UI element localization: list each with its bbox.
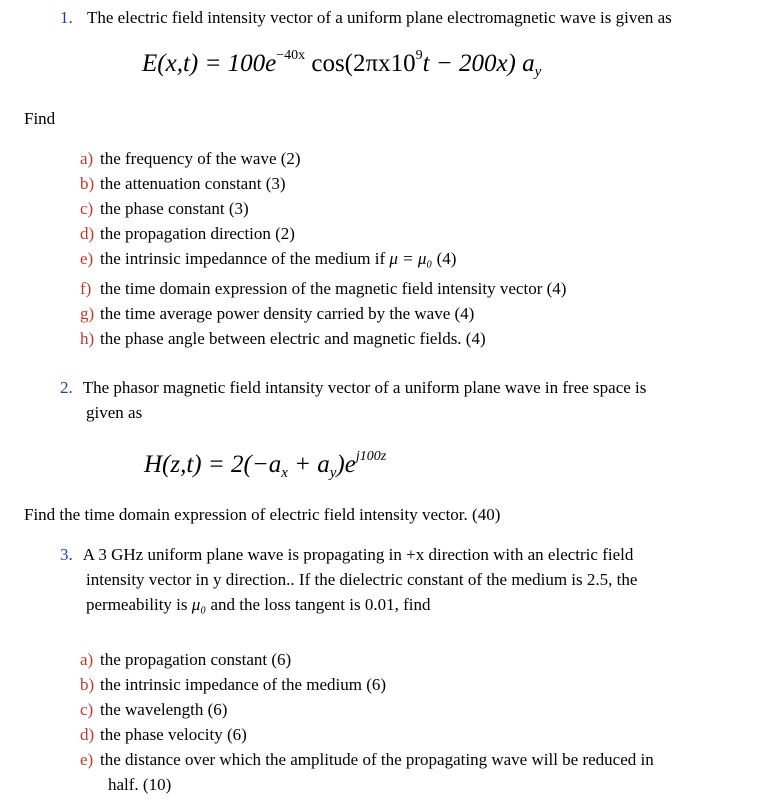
q3-intro: 3. A 3 GHz uniform plane wave is propagating in +x direction with an electric field intensity vector in y direction.. If the dielectric constant of the medium is 2.5, the permeability is μ₀ and the loss tangent is 0.01, find (60, 545, 638, 614)
q1-number: 1. (60, 8, 73, 27)
list-item: a) the frequency of the wave (2) (80, 149, 301, 168)
q1-eq-exp2: 9 (415, 48, 423, 63)
q1-list (80, 146, 566, 351)
list-item: c) the phase constant (3) (80, 199, 249, 218)
q2-intro (60, 375, 646, 425)
q3-list (80, 647, 654, 797)
list-item: d) the phase velocity (6) (80, 725, 247, 744)
list-item: e) the intrinsic impedannce of the medium if μ = μ₀ (4) (80, 249, 457, 268)
list-item: e) the distance over which the amplitude of the propagating wave will be reduced in (80, 750, 654, 769)
list-item: h) the phase angle between electric and magnetic fields. (4) (80, 329, 486, 348)
q3-number: 3. (60, 545, 73, 564)
q1-eq-lhs: E(x,t) = 100e (142, 50, 277, 77)
q2-equation: $H(z,t) = 2(-a_x + a_y)e^{j100z}$ (144, 449, 387, 481)
q2-number: 2. (60, 378, 73, 397)
list-item: b) the intrinsic impedance of the medium (6) (80, 675, 387, 694)
list-item: f) the time domain expression of the magnetic field intensity vector (4) (80, 279, 567, 298)
list-item-continuation: half. (10) (108, 775, 172, 794)
q1-eq-sub: y (534, 64, 542, 80)
q1-eq-mid: cos(2πx10 (305, 50, 416, 77)
list-item: b) the attenuation constant (3) (80, 174, 286, 193)
q1-eq-rhs: t − 200x) a (422, 50, 535, 77)
q1-intro (60, 5, 672, 30)
q1-text: The electric field intensity vector of a uniform plane electromagnetic wave is given as (86, 8, 672, 27)
list-item: g) the time average power density carried by the wave (4) (80, 304, 475, 323)
q1-equation (142, 50, 541, 78)
q2-text-1: The phasor magnetic field intansity vector of a uniform plane wave in free space is (82, 378, 647, 397)
list-item: d) the propagation direction (2) (80, 224, 295, 243)
mu-expression: μ = μ₀ (389, 249, 433, 268)
q2-find: Find the time domain expression of electric field intensity vector. (40) (24, 505, 501, 524)
q1-eq-exp: −40x (276, 48, 306, 63)
q2-text-2: given as (86, 403, 143, 422)
q1-find: Find (24, 109, 56, 128)
list-item: a) the propagation constant (6) (80, 650, 292, 669)
list-item: c) the wavelength (6) (80, 700, 228, 719)
